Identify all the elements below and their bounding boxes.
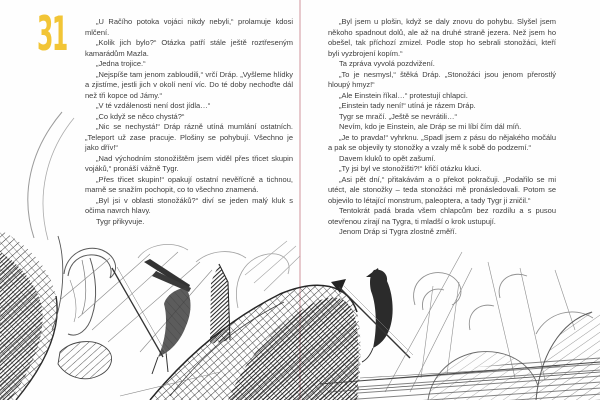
page-gutter-line [299,0,301,400]
mushroom-plant-sketch [64,248,116,335]
paragraph: Tygr přikyvuje. [96,216,145,226]
spear-right-sketch [331,279,413,358]
paragraph: „Ty jsi byl ve stonožišti?!“ křičí otázku kluci. [339,164,482,173]
paragraph: „Přes třicet skupin!“ opakují ostatní nevěřícně a tichnou, marně se snažím pochopit, co to všechno znamená. [85,174,293,194]
paragraph: Davem kluků to opět zašumí. [339,153,436,163]
dark-obelisk-sketch [210,264,230,344]
paragraph: „Einstein tady není!“ utíná je rázem Dráp. [339,101,476,110]
ground-hatching-sketch [120,356,600,400]
paragraph: „Nad východním stonožištěm jsem viděl přes třicet skupin vojáků,“ pronáší vážně Tygr. [85,153,293,173]
background-curls-right [385,252,593,392]
paragraph: „Je to pravda!“ vyhrknu. „Spadl jsem z pásu do nějakého močálu a pak se objevily ty stonožky a vzaly mě k sobě do podzemí.“ [328,132,556,152]
paragraph: „Asi pět dní,“ přitakávám a o překot pokračuji. „Podařilo se mi utéct, ale stonožky – teda stonožáci mě pronásledovali. Potom se objevilo to létající monstrum, paleoptera, a tady Tygr ji zničil.“ [328,174,556,205]
dark-mound-sketch [150,285,361,400]
lizard-creature-sketch [144,259,191,374]
paragraph: „Byl jsi v oblasti stonožáků?“ diví se jeden malý kluk s očima navrch hlavy. [85,195,293,215]
paragraph: „U Račího potoka vojáci nikdy nebyli,“ prolamuje kdosi mlčení. [85,17,293,37]
paragraph: „Jedna trojice.“ [96,59,146,68]
paragraph: Jenom Dráp si Tygra zlostně změří. [339,227,457,236]
far-right-hill-sketch [536,311,600,400]
paragraph: „Co když se něco chystá?“ [96,111,185,121]
paragraph: „Ale Einstein říkal…“ protestují chlapci. [339,90,468,100]
chapter-number: 31 [37,7,67,62]
paragraph: Tentokrát padá brada všem chlapcům bez rozdílu a s pusou otevřenou zírají na Tygra, ti mladší o krok ustupují. [328,206,556,226]
paragraph: Nevím, kdo je Einstein, ale Dráp se mi líbí čím dál míň. [339,122,522,131]
paragraph: „To je nesmysl,“ štěká Dráp. „Stonožáci jsou jenom přerostlý hloupý hmyz!“ [328,69,556,89]
paragraph: „Nic se nechystá!“ Dráp rázně utíná mumlání ostatních. „Teleport už zase pracuje. Plošiny se pohybují. Všechno je jako dřív!“ [85,122,293,152]
bird-creature-sketch [362,268,393,362]
background-curls-left [138,241,300,308]
paragraph: Ta zpráva vyvolá pozdvižení. [339,59,435,68]
tree-trunk-sketch [0,112,74,400]
paragraph: Tygr se mračí. „Ještě se nevrátili…“ [339,111,457,121]
left-page-text [85,17,293,227]
spear-left-sketch [112,267,167,357]
paragraph: „Nejspíše tam jenom zabloudili,“ vrčí Dráp. „Vyšleme hlídky a zjistíme, jestli jich v okolí není víc. Do té doby nechoďte dál než tři kopce od Jámy.“ [85,69,293,100]
paragraph: „Byl jsem u plošin, když se daly znovu do pohybu. Slyšel jsem někoho spadnout dolů, ale až na druhé straně jezera. Než jsem ho obešel, tak příchozí zmizel. Podle stop ho sebrali stonožáci, kteří byli vyzbrojení kopím.“ [328,17,556,58]
right-page-text [328,17,556,238]
paragraph: „V té vzdálenosti není dost jídla…“ [96,101,211,110]
radiating-strokes-left [60,252,212,352]
paragraph: „Kolik jich bylo?“ Otázka patří stále ještě roztřeseným kamarádům Mazla. [85,38,293,58]
